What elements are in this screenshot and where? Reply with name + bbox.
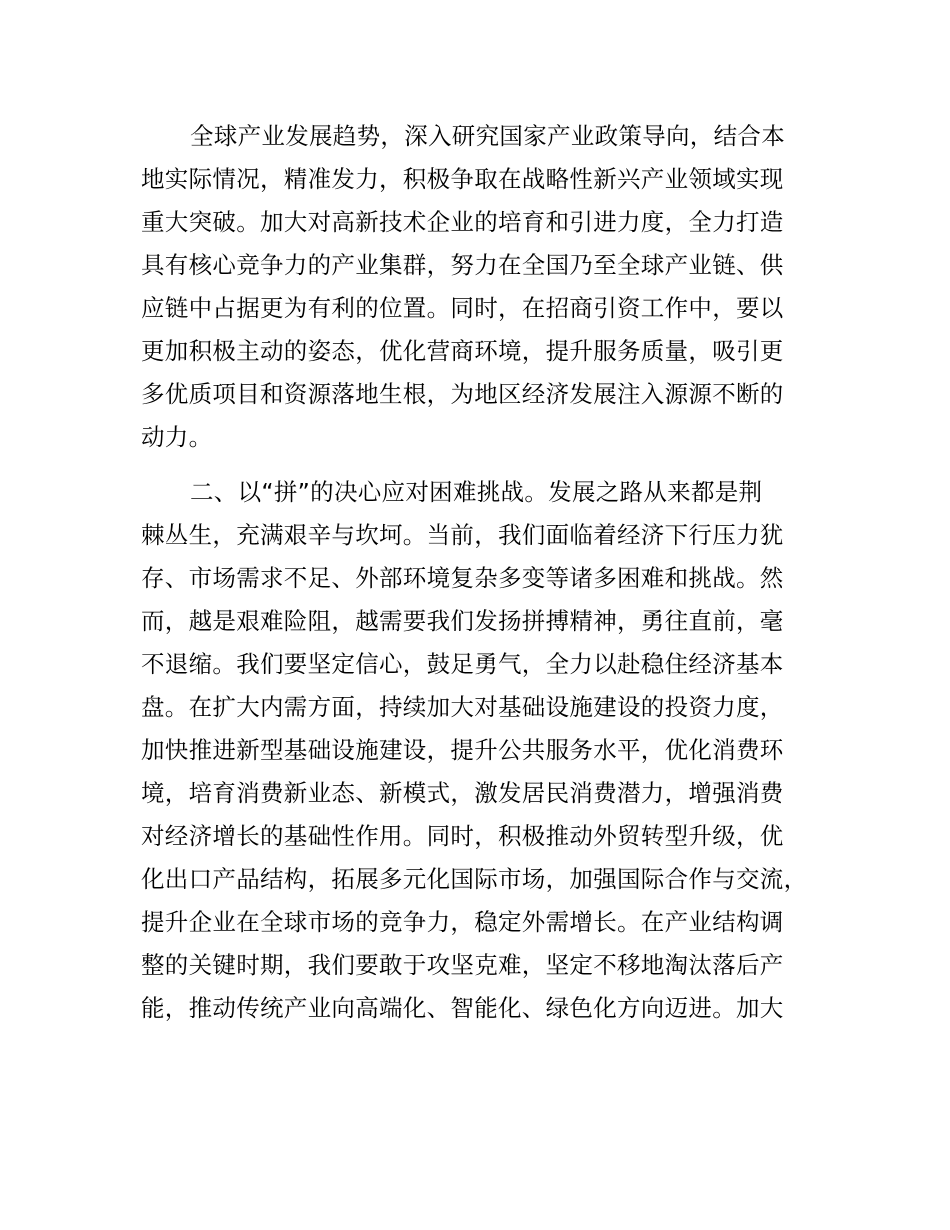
paragraph-line: 重大突破。加大对高新技术企业的培育和引进力度，全力打造: [141, 208, 784, 236]
paragraph-line: 能，推动传统产业向高端化、智能化、绿色化方向迈进。加大: [141, 994, 784, 1022]
paragraph-line: 不退缩。我们要坚定信心，鼓足勇气，全力以赴稳住经济基本: [141, 650, 784, 678]
paragraph-line: 加快推进新型基础设施建设，提升公共服务水平，优化消费环: [141, 736, 784, 764]
paragraph-line: 应链中占据更为有利的位置。同时，在招商引资工作中，要以: [141, 294, 784, 322]
paragraph-line: 存、市场需求不足、外部环境复杂多变等诸多困难和挑战。然: [141, 564, 784, 592]
paragraph-line: 境，培育消费新业态、新模式，激发居民消费潜力，增强消费: [141, 779, 784, 807]
paragraph-line: 棘丛生，充满艰辛与坎坷。当前，我们面临着经济下行压力犹: [141, 521, 784, 549]
paragraph-line: 具有核心竞争力的产业集群，努力在全国乃至全球产业链、供: [141, 251, 784, 279]
paragraph-line: 整的关键时期，我们要敢于攻坚克难，坚定不移地淘汰落后产: [141, 951, 784, 979]
paragraph-line: 二、以“拼”的决心应对困难挑战。发展之路从来都是荆: [190, 478, 763, 506]
paragraph-line: 而，越是艰难险阻，越需要我们发扬拼搏精神，勇往直前，毫: [141, 607, 784, 635]
paragraph-line: 全球产业发展趋势，深入研究国家产业政策导向，结合本: [190, 122, 785, 150]
paragraph-line: 对经济增长的基础性作用。同时，积极推动外贸转型升级，优: [141, 822, 784, 850]
paragraph-line: 盘。在扩大内需方面，持续加大对基础设施建设的投资力度，: [141, 693, 784, 721]
paragraph-line: 化出口产品结构，拓展多元化国际市场，加强国际合作与交流，: [141, 865, 808, 893]
paragraph-line: 更加积极主动的姿态，优化营商环境，提升服务质量，吸引更: [141, 337, 784, 365]
paragraph-line: 地实际情况，精准发力，积极争取在战略性新兴产业领域实现: [141, 165, 784, 193]
paragraph-line: 提升企业在全球市场的竞争力，稳定外需增长。在产业结构调: [141, 908, 784, 936]
paragraph-line: 多优质项目和资源落地生根，为地区经济发展注入源源不断的: [141, 380, 784, 408]
paragraph-line: 动力。: [141, 423, 213, 451]
